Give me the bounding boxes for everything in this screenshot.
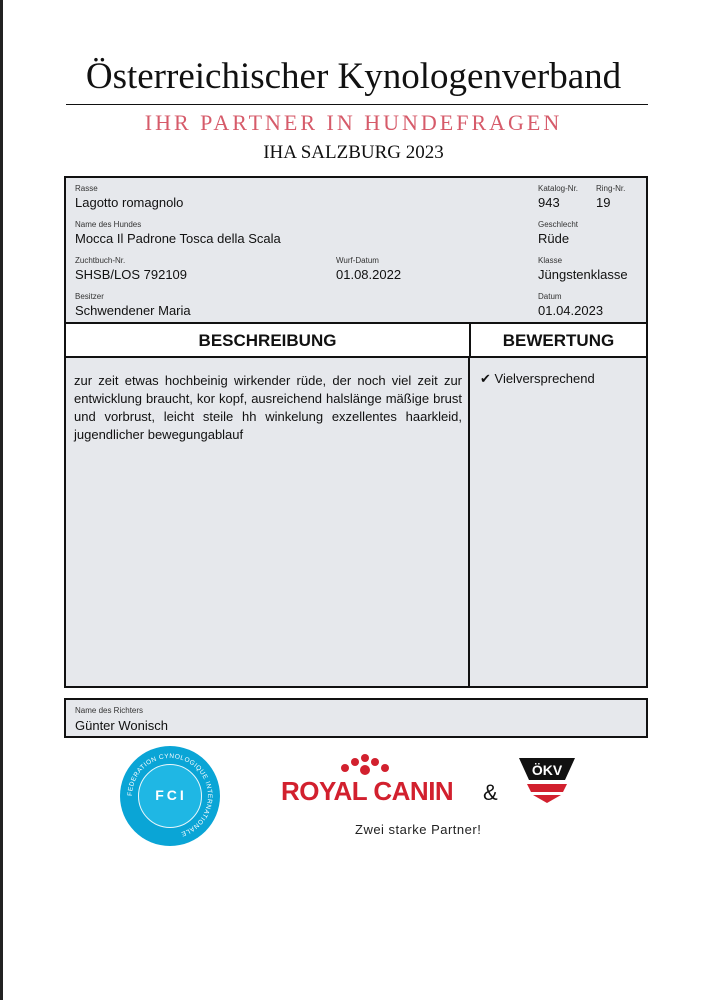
rating-header: BEWERTUNG: [502, 331, 615, 350]
studbook-value: SHSB/LOS 792109: [75, 267, 188, 282]
judge-label: Name des Richters: [75, 706, 144, 715]
svg-text:FEDERATION CYNOLOGIQUE INTERNA: FEDERATION CYNOLOGIQUE INTERNATIONALE: [126, 752, 214, 838]
fci-text: FCI: [155, 787, 187, 803]
page-subtitle: IHR PARTNER IN HUNDEFRAGEN: [144, 110, 563, 135]
studbook-label: Zuchtbuch-Nr.: [75, 256, 126, 265]
description-box: [64, 356, 470, 688]
okv-logo-icon: [517, 756, 577, 804]
fci-logo: [120, 746, 220, 846]
description-header: BESCHREIBUNG: [198, 331, 337, 350]
title-divider: [66, 104, 648, 105]
date-value: 01.04.2023: [538, 303, 604, 318]
owner-label: Besitzer: [75, 292, 104, 301]
date-label: Datum: [538, 292, 562, 301]
partner-tagline: Zwei starke Partner!: [355, 822, 482, 837]
class-value: Jüngstenklasse: [538, 267, 628, 282]
catalog-value: 943: [538, 195, 560, 210]
birth-date-label: Wurf-Datum: [336, 256, 379, 265]
class-label: Klasse: [538, 256, 563, 265]
sex-label: Geschlecht: [538, 220, 579, 229]
royal-canin-crown-icon: [335, 752, 395, 778]
royal-canin-logo-text: ROYAL CANIN: [281, 776, 454, 806]
birth-date-value: 01.08.2022: [336, 267, 402, 282]
breed-value: Lagotto romagnolo: [75, 195, 184, 210]
svg-text:ÖKV: ÖKV: [531, 762, 563, 778]
description-text: zur zeit etwas hochbeinig wirkender rüde, der noch viel zeit zur entwicklung braucht, kor kopf, ausreichend halslänge mäßige brust und vorbrust, leicht steile hh winkelung exzellentes haarkleid, jugendlicher bewegungablauf: [74, 373, 462, 442]
rating-box: [468, 356, 648, 688]
owner-value: Schwendener Maria: [75, 303, 191, 318]
breed-label: Rasse: [75, 184, 98, 193]
judge-name: Günter Wonisch: [75, 718, 168, 733]
judge-box: [64, 698, 648, 738]
rating-value: ✔ Vielversprechend: [480, 371, 595, 386]
fci-inner-circle: [138, 764, 202, 828]
dog-name-value: Mocca Il Padrone Tosca della Scala: [75, 231, 281, 246]
ampersand: &: [483, 780, 498, 805]
ring-value: 19: [596, 195, 611, 210]
sex-value: Rüde: [538, 231, 570, 246]
catalog-label: Katalog-Nr.: [538, 184, 579, 193]
page-title: Österreichischer Kynologenverband: [85, 56, 622, 97]
ring-label: Ring-Nr.: [596, 184, 626, 193]
dog-name-label: Name des Hundes: [75, 220, 142, 229]
dog-info-box: [64, 176, 648, 324]
evaluation-header-row: [64, 322, 648, 358]
event-name: IHA SALZBURG 2023: [263, 142, 444, 163]
